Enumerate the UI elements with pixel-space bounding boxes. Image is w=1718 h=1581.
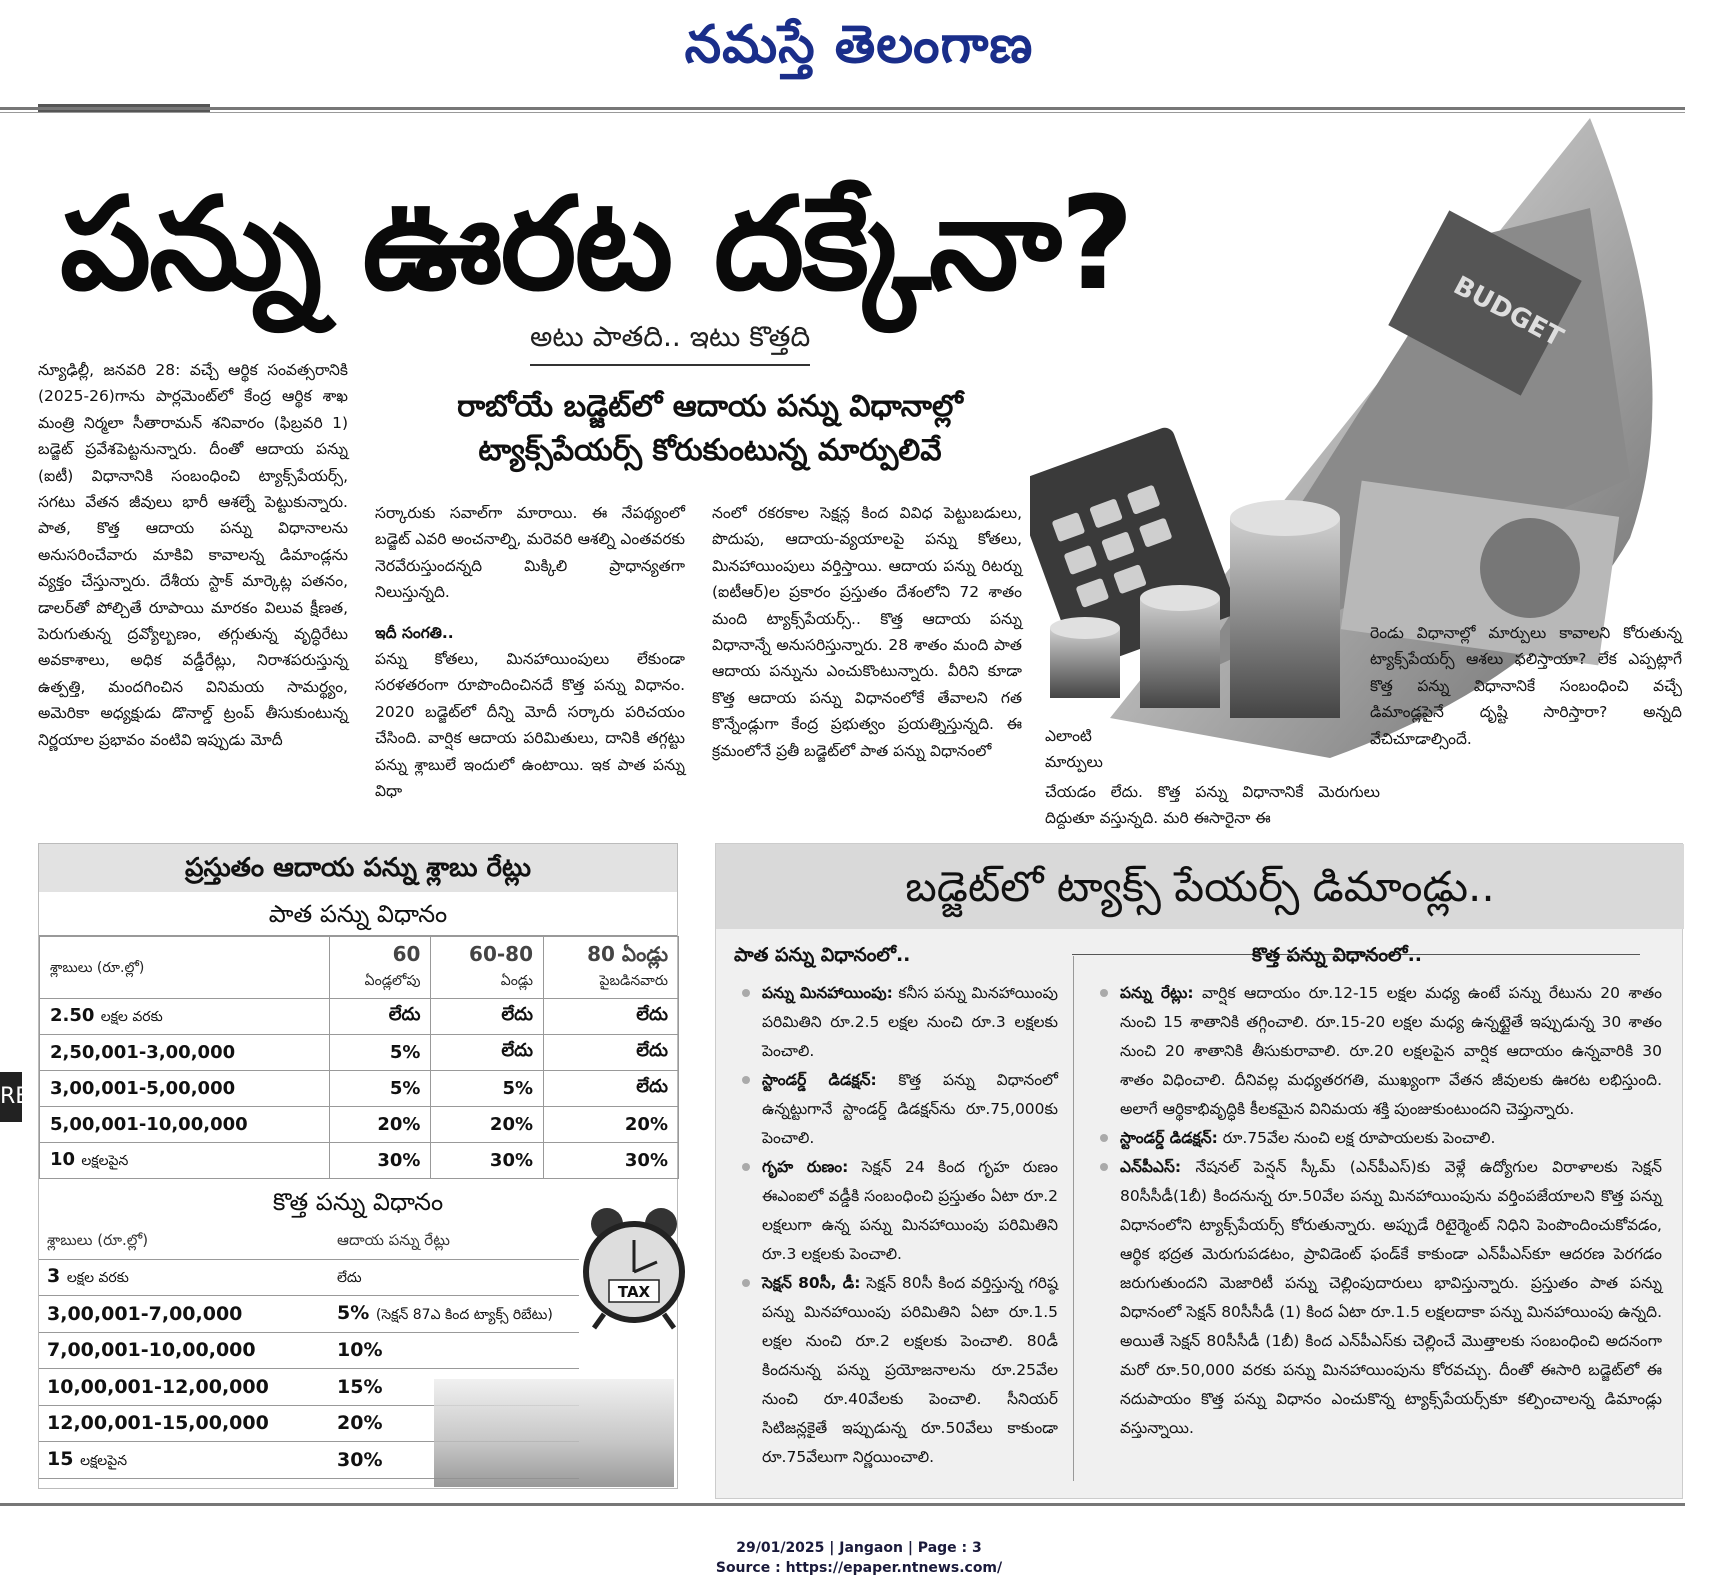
table-cell: 30% bbox=[431, 1143, 544, 1179]
article-column-4: చేయడం లేదు. కొత్త పన్ను విధానానికే మెరుగులు దిద్దుతూ వస్తున్నది. మరి ఈసారైనా ఈ bbox=[1045, 783, 1380, 828]
new-regime-title: కొత్త పన్ను విధానం bbox=[272, 1188, 444, 1216]
table-header: 80 ఏండ్లు పైబడినవారు bbox=[544, 937, 679, 999]
headline: పన్ను ఊరట దక్కేనా? bbox=[60, 170, 1133, 319]
table-cell: 2,50,001-3,00,000 bbox=[40, 1035, 330, 1071]
masthead-rule bbox=[0, 107, 1685, 110]
new-regime-demands-heading: కొత్త పన్ను విధానంలో.. bbox=[1252, 944, 1423, 966]
new-regime-demands bbox=[1094, 979, 1662, 1443]
kicker: అటు పాతది.. ఇటు కొత్తది bbox=[530, 320, 810, 366]
table-cell: 3,00,001-7,00,000 bbox=[39, 1296, 329, 1333]
table-cell: 5% bbox=[431, 1071, 544, 1107]
divider bbox=[1073, 956, 1074, 1481]
article-subhead: ఇదీ సంగతి.. bbox=[375, 623, 454, 642]
table-header-row bbox=[39, 1225, 579, 1259]
table-cell: 30% bbox=[329, 1143, 431, 1179]
table-row bbox=[39, 1332, 579, 1369]
table-cell: లేదు bbox=[329, 999, 431, 1035]
table-cell: లేదు bbox=[431, 999, 544, 1035]
table-cell: 2.50 లక్షల వరకు bbox=[40, 999, 330, 1035]
table-cell: లేదు bbox=[329, 1259, 579, 1296]
article-column-5: రెండు విధానాల్లో మార్పులు కావాలని కోరుతున్న ట్యాక్స్‌పేయర్స్ ఆశలు ఫలిస్తాయా? లేక ఎప్పట్లాగే కొత్త పన్ను విధానానికే సంబంధించి వచ్చే డిమాండ్లపైనే దృష్టి సారిస్తారా? అన్నది వేచిచూడాల్సిందే. bbox=[1370, 624, 1682, 748]
list-item: సెక్షన్ 80సీ, డీ: సెక్షన్ 80సీ కింద వర్తిస్తున్న గరిష్ఠ పన్ను మినహాయింపు పరిమితిని ఏటా రూ.1.5 లక్షల నుంచి రూ.2 లక్షలకు పెంచాలి. 80డీ కిందనున్న పన్ను ప్రయోజనాలను రూ.25వేల నుంచి రూ.40వేలకు పెంచాలి. సీనియర్ సిటిజన్లకైతే ఇప్పుడున్న రూ.50వేలు కాకుండా రూ.75వేలుగా నిర్ణయించాలి. bbox=[736, 1269, 1058, 1472]
table-header: శ్లాబులు (రూ.ల్లో) bbox=[40, 937, 330, 999]
table-cell: 3,00,001-5,00,000 bbox=[40, 1071, 330, 1107]
old-regime-title: పాత పన్ను విధానం bbox=[39, 892, 677, 936]
article-column-4-top: ఎలాంటి మార్పులు bbox=[1045, 727, 1103, 772]
list-item: స్టాండర్డ్ డిడక్షన్: కొత్త పన్ను విధానంలో ఉన్నట్టుగానే స్టాండర్డ్ డిడక్షన్‌ను రూ.75,000కు పెంచాలి. bbox=[736, 1066, 1058, 1153]
table-cell: 10 లక్షలపైన bbox=[40, 1143, 330, 1179]
table-cell: 5% (సెక్షన్ 87ఎ కింద ట్యాక్స్ రిబేటు) bbox=[329, 1296, 579, 1333]
table-cell: 30% bbox=[329, 1442, 579, 1479]
money-image bbox=[434, 1379, 674, 1487]
table-row bbox=[40, 1035, 679, 1071]
table-row bbox=[39, 1296, 579, 1333]
alarm-clock-icon bbox=[579, 1202, 689, 1332]
article-paragraph: పన్ను కోతలు, మినహాయింపులు లేకుండా సరళతరంగా రూపొందించినదే కొత్త పన్ను విధానం. 2020 బడ్జెట్‌లో దీన్ని మోదీ సర్కారు పరిచయం చేసింది. వార్షిక ఆదాయ పరిమితులు, దానికి తగ్గట్టు పన్ను శ్లాబులే ఇందులో ఉంటాయి. ఇక పాత పన్ను విధా bbox=[375, 650, 685, 801]
footer-date-line: 29/01/2025 | Jangaon | Page : 3 bbox=[736, 1540, 982, 1556]
table-row bbox=[40, 1143, 679, 1179]
page-footer bbox=[0, 1538, 1718, 1578]
budget-briefcase-label: BUDGET bbox=[1448, 270, 1568, 354]
table-row bbox=[40, 1107, 679, 1143]
table-cell: 20% bbox=[544, 1107, 679, 1143]
table-cell: 15 లక్షలపైన bbox=[39, 1442, 329, 1479]
footer-source-link[interactable]: Source : https://epaper.ntnews.com/ bbox=[715, 1560, 1003, 1576]
demands-box bbox=[715, 843, 1683, 1499]
article-column-2 bbox=[375, 500, 685, 804]
table-cell: 15% bbox=[329, 1369, 579, 1406]
old-regime-table bbox=[39, 936, 679, 1179]
table-cell: 30% bbox=[544, 1143, 679, 1179]
table-cell: 5% bbox=[329, 1035, 431, 1071]
table-cell: లేదు bbox=[544, 1071, 679, 1107]
tax-slab-box bbox=[38, 843, 678, 1489]
list-item: పన్ను రేట్లు: వార్షిక ఆదాయం రూ.12-15 లక్షల మధ్య ఉంటే పన్ను రేటును 20 శాతం నుంచి 15 శాతానికి తగ్గించాలి. రూ.15-20 లక్షల మధ్య ఉన్నట్టైతే ఇప్పుడున్న 30 శాతం నుంచి 20 శాతానికి తీసుకురావాలి. రూ.20 లక్షలపైన వార్షిక ఆదాయం ఉన్నవారికి 30 శాతం విధించాలి. దీనివల్ల మధ్యతరగతి, ముఖ్యంగా వేతన జీవులకు ఊరట లభిస్తుంది. అలాగే ఆర్థికాభివృద్ధికి కీలకమైన వినిమయ శక్తి పుంజుకుంటుందని చెప్తున్నారు. bbox=[1094, 979, 1662, 1124]
table-header: శ్లాబులు (రూ.ల్లో) bbox=[39, 1225, 329, 1259]
table-cell: లేదు bbox=[544, 1035, 679, 1071]
table-cell: 7,00,001-10,00,000 bbox=[39, 1332, 329, 1369]
article-column-3: నంలో రకరకాల సెక్షన్ల కింద వివిధ పెట్టుబడులు, పొదుపు, ఆదాయ-వ్యయాలపై పన్ను కోతలు, మినహాయింపులు వర్తిస్తాయి. ఆదాయ పన్ను రిటర్ను (ఐటీఆర్)ల ప్రకారం ప్రస్తుతం దేశంలోని 72 శాతం మంది ట్యాక్స్‌పేయర్స్.. కొత్త ఆదాయ పన్ను విధానాన్నే అనుసరిస్తున్నారు. 28 శాతం మంది పాత ఆదాయ పన్నును ఎంచుకొంటున్నారు. వీరిని కూడా కొత్త ఆదాయ పన్ను విధానంలోకే తేవాలని గత కొన్నేండ్లుగా కేంద్ర ప్రభుత్వం ప్రయత్నిస్తున్నది. ఈ క్రమంలోనే ప్రతీ బడ్జెట్‌లో పాత పన్ను విధానంలో bbox=[712, 504, 1022, 760]
article-paragraph: సర్కారుకు సవాల్‌గా మారాయి. ఈ నేపథ్యంలో బడ్జెట్ ఎవరి అంచనాల్ని, మరెవరి ఆశల్ని ఎంతవరకు నెరవేరుస్తుందన్నది మిక్కిలి ప్రాధాన్యతగా నిలుస్తున్నది. bbox=[375, 504, 685, 602]
list-item: స్టాండర్డ్ డిడక్షన్: రూ.75వేల నుంచి లక్ష రూపాయలకు పెంచాలి. bbox=[1094, 1124, 1662, 1153]
table-header-row bbox=[40, 937, 679, 999]
newspaper-logo: నమస్తే తెలంగాణ bbox=[684, 15, 1034, 75]
demands-title: బడ్జెట్‌లో ట్యాక్స్ పేయర్స్ డిమాండ్లు.. bbox=[716, 844, 1684, 929]
tax-slab-title: ప్రస్తుతం ఆదాయ పన్ను శ్లాబు రేట్లు bbox=[39, 844, 677, 892]
tax-label: TAX bbox=[617, 1283, 651, 1301]
table-row bbox=[40, 1071, 679, 1107]
table-header: ఆదాయ పన్ను రేట్లు bbox=[329, 1225, 579, 1259]
list-item: ఎన్‌పీఎస్: నేషనల్ పెన్షన్ స్కీమ్ (ఎన్‌పీఎస్)కు వెళ్లే ఉద్యోగుల విరాళాలకు సెక్షన్ 80సీసీడీ(1బీ) కిందనున్న రూ.50వేల పన్ను మినహాయింపును వర్తింపజేయాలని కొత్త పన్ను విధానంలోని ట్యాక్స్‌పేయర్స్ కోరుతున్నారు. అప్పుడే రిటైర్మెంట్ నిధిని పెంపొందించుకోవడం, ఆర్థిక భద్రత మెరుగుపడటం, ప్రావిడెంట్ ఫండ్‌కే కాకుండా ఎన్‌పీఎస్‌కూ ఆదరణ పెరగడం జరుగుతుందని మెజారిటీ పన్ను చెల్లింపుదారులు భావిస్తున్నారు. ప్రస్తుతం పాత పన్ను విధానంలో సెక్షన్ 80సీసీడీ (1) కింద ఏటా రూ.1.5 లక్షలదాకా పన్ను మినహాయింపు ఉన్నది. అయితే సెక్షన్ 80సీసీడీ (1బీ) కింద ఎన్‌పీఎస్‌కు చెల్లించే మొత్తాలకు సంబంధించి అదనంగా మరో రూ.50,000 వరకు పన్ను మినహాయింపును కోరవచ్చు. దీంతో ఈసారి బడ్జెట్‌లో ఈ నదుపాయం కొత్త పన్ను విధానం ఎంచుకొన్న ట్యాక్స్‌పేయర్స్‌కూ కల్పించాలన్న డిమాండ్లు వస్తున్నాయి. bbox=[1094, 1153, 1662, 1443]
table-cell: లేదు bbox=[544, 999, 679, 1035]
bottom-rule bbox=[0, 1503, 1685, 1506]
banknote-portrait bbox=[1480, 518, 1580, 618]
table-cell: 20% bbox=[329, 1405, 579, 1442]
old-regime-demands-heading: పాత పన్ను విధానంలో.. bbox=[734, 944, 911, 966]
list-item: పన్ను మినహాయింపు: కనీస పన్ను మినహాయింపు పరిమితిని రూ.2.5 లక్షల నుంచి రూ.3 లక్షలకు పెంచాలి. bbox=[736, 979, 1058, 1066]
table-row bbox=[39, 1259, 579, 1296]
subheadline: రాబోయే బడ్జెట్‌లో ఆదాయ పన్ను విధానాల్లో ట్యాక్స్‌పేయర్స్ కోరుకుంటున్న మార్పులివే bbox=[457, 389, 963, 468]
table-cell: 10,00,001-12,00,000 bbox=[39, 1369, 329, 1406]
table-row bbox=[40, 999, 679, 1035]
table-header: 60 ఏండ్లలోపు bbox=[329, 937, 431, 999]
masthead-rule-thin bbox=[0, 112, 1685, 113]
side-edge-mark: RE bbox=[0, 1072, 22, 1122]
old-regime-demands bbox=[736, 979, 1058, 1472]
table-cell: 3 లక్షల వరకు bbox=[39, 1259, 329, 1296]
table-cell: లేదు bbox=[431, 1035, 544, 1071]
table-cell: 5% bbox=[329, 1071, 431, 1107]
masthead bbox=[0, 6, 1718, 84]
table-cell: 20% bbox=[431, 1107, 544, 1143]
article-column-1: న్యూఢిల్లీ, జనవరి 28: వచ్చే ఆర్థిక సంవత్సరానికి (2025-26)గాను పార్లమెంట్‌లో కేంద్ర ఆర్థిక శాఖ మంత్రి నిర్మలా సీతారామన్ శనివారం (ఫిబ్రవరి 1) బడ్జెట్ ప్రవేశపెట్టనున్నారు. దీంతో ఆదాయ పన్ను (ఐటీ) విధానానికి సంబంధించి ట్యాక్స్‌పేయర్స్, సగటు వేతన జీవులు భారీ ఆశల్నే పెట్టుకున్నారు. పాత, కొత్త ఆదాయ పన్ను విధానాలను అనుసరించేవారు మాకివి కావాలన్న డిమాండ్లను వ్యక్తం చేస్తున్నారు. దేశీయ స్టాక్ మార్కెట్ల పతనం, డాలర్‌తో పోల్చితే రూపాయి మారకం విలువ క్షీణత, పెరుగుతున్న ద్రవ్యోల్బణం, తగ్గుతున్న వృద్ధిరేటు అవకాశాలు, అధిక వడ్డీరేట్లు, నిరాశపరుస్తున్న ఉత్పత్తి, మందగించిన వినిమయ సామర్థ్యం, అమెరికా అధ్యక్షుడు డొనాల్డ్ ట్రంప్ తీసుకుంటున్న నిర్ణయాల ప్రభావం వంటివి ఇప్పుడు మోదీ bbox=[38, 361, 348, 749]
table-cell: 5,00,001-10,00,000 bbox=[40, 1107, 330, 1143]
table-cell: 12,00,001-15,00,000 bbox=[39, 1405, 329, 1442]
list-item: గృహ రుణం: సెక్షన్ 24 కింద గృహ రుణం ఈఎంఐలో వడ్డీకి సంబంధించి ప్రస్తుతం ఏటా రూ.2 లక్షలుగా ఉన్న పన్ను మినహాయింపు పరిమితిని రూ.3 లక్షలకు పెంచాలి. bbox=[736, 1153, 1058, 1269]
table-cell: 10% bbox=[329, 1332, 579, 1369]
table-header: 60-80 ఏండ్లు bbox=[431, 937, 544, 999]
table-cell: 20% bbox=[329, 1107, 431, 1143]
